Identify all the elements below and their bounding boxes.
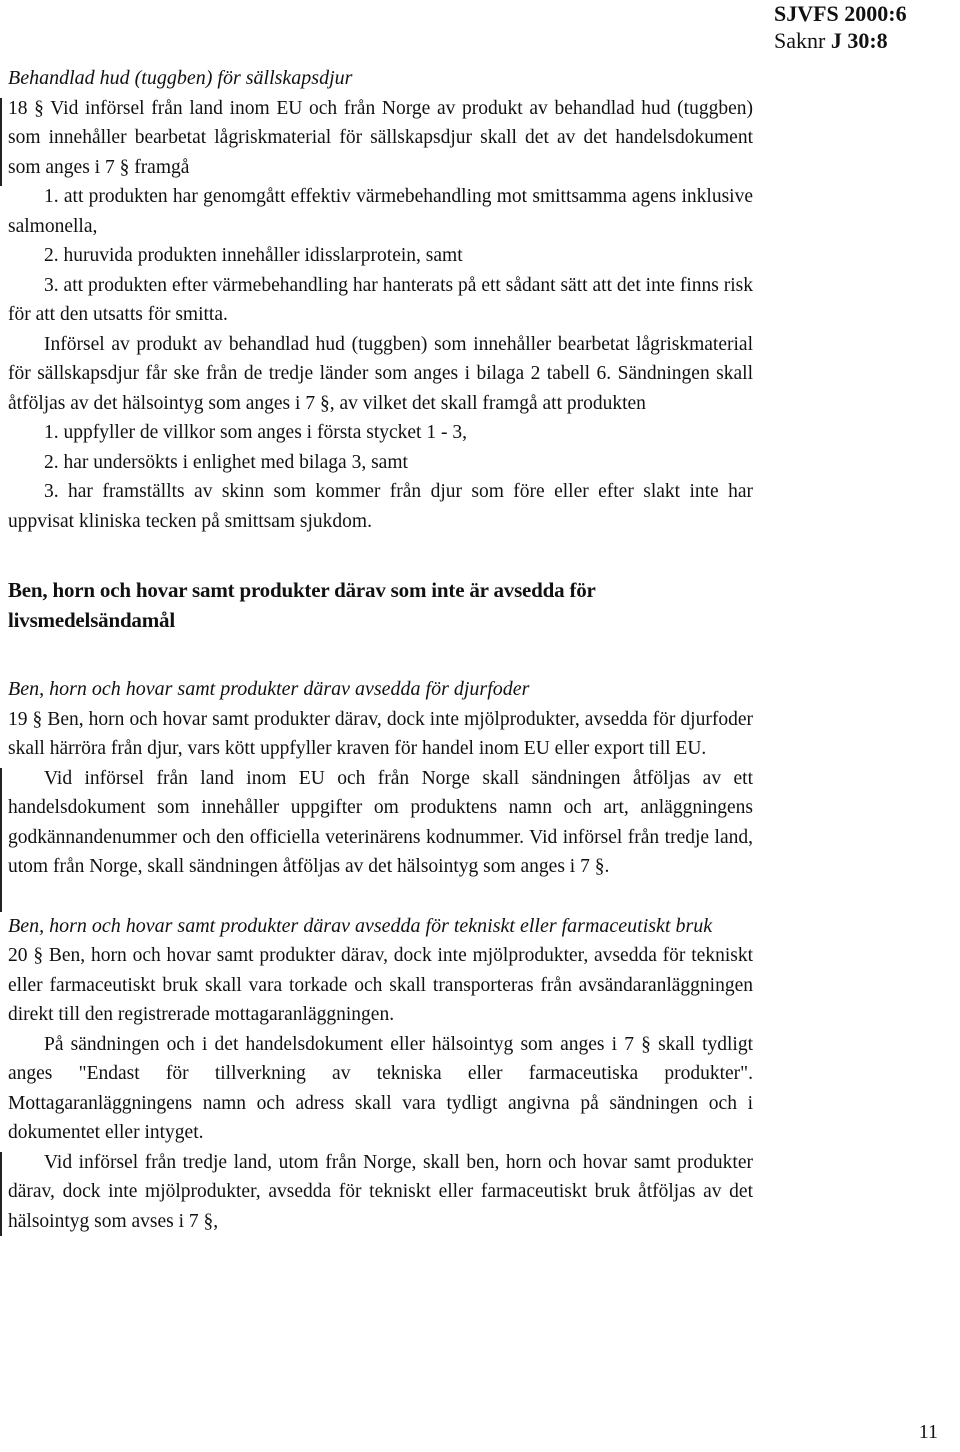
section-20-paragraph-3: [8, 1148, 753, 1237]
change-bar: [0, 98, 2, 186]
list-item: 3. har framställts av skinn som kommer från djur som före eller efter slakt inte har uppvisat kliniska tecken på smittsam sjukdom.: [8, 481, 753, 532]
change-bar: [0, 768, 2, 912]
list-item: 1. uppfyller de villkor som anges i första stycket 1 - 3,: [44, 422, 467, 443]
section-19-paragraph-1: 19 § Ben, horn och hovar samt produkter därav, dock inte mjölprodukter, avsedda för djurfoder skall härröra från djur, vars kött uppfyller kraven för handel inom EU eller export till EU.: [8, 708, 753, 759]
section-18-list-2: [8, 418, 753, 536]
section-18-list-1: [8, 182, 753, 330]
section-20-paragraph-1: 20 § Ben, horn och hovar samt produkter därav, dock inte mjölprodukter, avsedda för tekniskt eller farmaceutiskt bruk skall vara torkade och skall transporteras från avsändaranläggningen direkt till den registrerade mottagaranläggningen.: [8, 945, 753, 1025]
sjvfs-number: SJVFS 2000:6: [774, 1, 907, 26]
section-20-paragraph-3-text: Vid införsel från tredje land, utom från Norge, skall ben, horn och hovar samt produkter därav, dock inte mjölprodukter, avsedda för tekniskt eller farmaceutiskt bruk åtföljas av det hälsointyg som avses i 7 §,: [8, 1151, 753, 1232]
document-body: [8, 64, 753, 1236]
section-20-heading: Ben, horn och hovar samt produkter därav avsedda för tekniskt eller farmaceutiskt bruk: [8, 914, 713, 937]
chapter-heading: Ben, horn och hovar samt produkter därav som inte är avsedda för livsmedelsändamål: [8, 578, 596, 632]
case-number-prefix: Saknr: [774, 28, 826, 53]
list-item: 1. att produkten har genomgått effektiv värmebehandling mot smittsamma agens inklusive salmonella,: [8, 186, 753, 237]
section-18-intro-text: 18 § Vid införsel från land inom EU och från Norge av produkt av behandlad hud (tuggben) som innehåller bearbetat lågriskmaterial för sällskapsdjur skall det av det handelsdokument som anges i 7 § framgå: [8, 97, 753, 178]
list-item: 3. att produkten efter värmebehandling har hanterats på ett sådant sätt att det inte finns risk för att den utsatts för smitta.: [8, 274, 753, 325]
section-19-paragraph-2-text: Vid införsel från land inom EU och från Norge skall sändningen åtföljas av ett handelsdokument som innehåller uppgifter om produktens namn och art, anläggningens godkännandenummer och den officiella veterinärens kodnummer. Vid införsel från tredje land, utom från Norge, skall sändningen åtföljas av det hälsointyg som anges i 7 §.: [8, 767, 753, 877]
case-number-code: J 30:8: [830, 28, 888, 53]
section-18-heading: Behandlad hud (tuggben) för sällskapsdjur: [8, 67, 353, 89]
document-header: [774, 0, 934, 54]
section-20-paragraph-2: På sändningen och i det handelsdokument eller hälsointyg som anges i 7 § skall tydligt anges "Endast för tillverkning av tekniska eller farmaceutiska produkter". Mottagaranläggningens namn och adress skall vara tydligt angivna på sändningen och i dokumentet eller intyget.: [8, 1033, 753, 1143]
section-19-heading: Ben, horn och hovar samt produkter därav avsedda för djurfoder: [8, 678, 530, 700]
page-number: 11: [918, 1421, 938, 1443]
section-18-paragraph-2: Införsel av produkt av behandlad hud (tuggben) som innehåller bearbetat lågriskmaterial för sällskapsdjur får ske från de tredje länder som anges i bilaga 2 tabell 6. Sändningen skall åtföljas av det hälsointyg som anges i 7 §, av vilket det skall framgå att produkten: [8, 333, 753, 414]
change-bar: [0, 1152, 2, 1236]
case-number: [774, 27, 934, 54]
section-19-paragraph-2: [8, 764, 753, 882]
list-item: 2. huruvida produkten innehåller idisslarprotein, samt: [44, 245, 463, 266]
list-item: 2. har undersökts i enlighet med bilaga 3, samt: [44, 451, 408, 473]
section-18-intro: [8, 94, 753, 183]
